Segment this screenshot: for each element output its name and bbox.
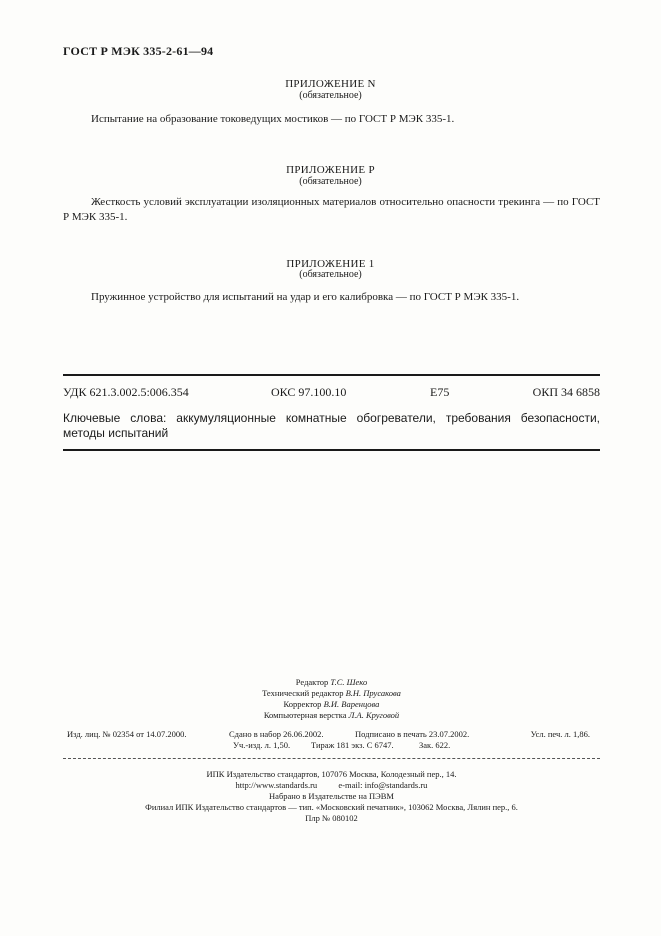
typeset-note: Набрано в Издательстве на ПЭВМ: [269, 791, 394, 801]
typeset-date: Сдано в набор 26.06.2002.: [229, 729, 324, 739]
udk-code: УДК 621.3.002.5:006.354: [63, 385, 189, 399]
credit-editor: Редактор Т.С. Шеко: [295, 677, 368, 687]
print-run: Тираж 181 экз. С 6747.: [311, 740, 394, 750]
appendix-1-text: Пружинное устройство для испытаний на удар и его калибровка — по ГОСТ Р МЭК 335-1.: [91, 291, 520, 303]
appendix-p-text: Жесткость условий эксплуатации изоляционных материалов относительно опасности трекинга — по ГОСТ Р МЭК 335-1.: [63, 196, 600, 223]
keywords: Ключевые слова: аккумуляционные комнатные обогреватели, требования безопасности, методы испытаний: [63, 411, 600, 440]
license-info: Изд. лиц. № 02354 от 14.07.2000.: [67, 729, 187, 739]
publisher-web: http://www.standards.ru e-mail: info@standards.ru: [235, 780, 428, 790]
print-sheets: Усл. печ. л. 1,86.: [530, 729, 590, 739]
printer-address: Филиал ИПК Издательство стандартов — тип. «Московский печатник», 103062 Москва, Лялин пер., 6.: [145, 802, 518, 812]
bottom-divider: [63, 449, 600, 451]
pub-sheets: Уч.-изд. л. 1,50.: [233, 740, 291, 750]
credit-layout: Компьютерная верстка Л.А. Круговой: [263, 710, 400, 720]
credit-tech-editor: Технический редактор В.Н. Прусакова: [262, 688, 401, 698]
oks-code: ОКС 97.100.10: [271, 385, 347, 399]
imprint-block: [63, 769, 600, 824]
appendix-1-title: ПРИЛОЖЕНИЕ 1: [286, 258, 375, 270]
top-divider: [63, 374, 600, 376]
appendix-p-status: (обязательное): [299, 176, 362, 187]
appendix-n-text: Испытание на образование токоведущих мостиков — по ГОСТ Р МЭК 335-1.: [91, 113, 455, 125]
group-code: Е75: [430, 385, 450, 399]
printer-license: Плр № 080102: [305, 813, 358, 823]
appendix-p-title: ПРИЛОЖЕНИЕ Р: [286, 164, 375, 176]
appendix-n-title: ПРИЛОЖЕНИЕ N: [285, 78, 376, 90]
appendix-1-status: (обязательное): [299, 269, 362, 280]
credits-block: [63, 677, 600, 721]
document-code-header: ГОСТ Р МЭК 335-2-61—94: [63, 44, 214, 58]
order-number: Зак. 622.: [419, 740, 451, 750]
publisher-address: ИПК Издательство стандартов, 107076 Москва, Колодезный пер., 14.: [206, 769, 457, 779]
okp-code: ОКП 34 6858: [532, 385, 600, 399]
appendix-n-status: (обязательное): [299, 90, 362, 101]
credit-proofreader: Корректор В.И. Варенцова: [283, 699, 380, 709]
publication-divider: [63, 758, 600, 759]
signed-date: Подписано в печать 23.07.2002.: [355, 729, 470, 739]
